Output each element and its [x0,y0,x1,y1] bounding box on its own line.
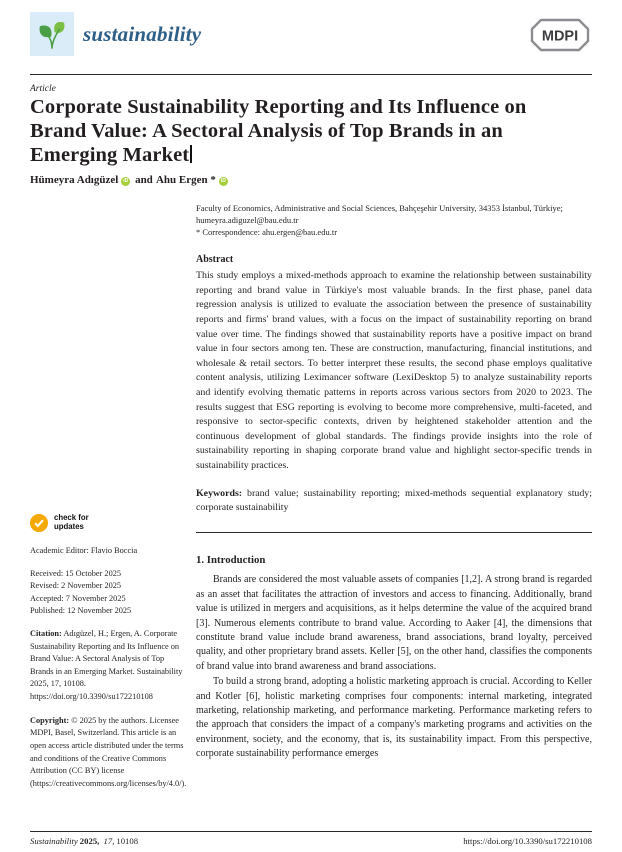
copyright-text: © 2025 by the authors. Licensee MDPI, Basel, Switzerland. This article is an open access article distributed under the terms and conditions of the Creative Commons Attribution (CC BY) license (https://creativecommons.org/licenses/by/4.0/). [30,715,187,788]
footer-journal: Sustainability [30,836,78,846]
header-divider [30,74,592,75]
abstract-heading: Abstract [196,254,234,266]
update-check-icon [30,514,48,532]
academic-editor-value: Flavio Boccia [90,546,138,555]
date-received: Received: 15 October 2025 [30,568,122,578]
abstract-text: This study employs a mixed-methods approach to examine the relationship between sustainability reporting and brand value in Türkiye's most valuable brands. In the first phase, panel data regression analysis is utilized to evaluate the association between the presence of sustainability reports and firms' brand values, with a focus on the impact of sustainability reporting on brand value over time. The findings showed that sustainability reports have a positive impact on brand value in four sectors among ten. These are construction, manufacturing, financial institutions, and wholesale & retail sectors. To better interpret these results, the second phase employs qualitative content analysis, utilizing Leximancer software (LexiDesktop 5) to analyze sustainability reports and identify evolving thematic patterns in reports across various sectors from 2020 to 2023. The results suggest that ESG reporting is evolving to become more comprehensive, multi-faceted, and responsive to sector-specific contexts, driven by heightened stakeholder attention and the continuous development of global standards. The findings provide insights into the role of sustainability reporting in shaping corporate brand value and highlight sector-specific trends in sustainability practices. [196,270,592,472]
author-separator: and [135,174,153,186]
introduction-heading: 1. Introduction [196,554,266,567]
footer-article-number: 10108 [116,836,139,846]
footer-doi[interactable] [463,836,592,846]
journal-logo [30,12,201,56]
mdpi-wordmark: MDPI [541,28,579,45]
affiliation-line: Faculty of Economics, Administrative and Social Sciences, Bahçeşehir University, 34353 İstanbul, Türkiye; humeyra.adiguzel@bau.edu.tr [196,203,563,225]
citation-block [30,628,188,704]
affiliation [196,203,592,239]
check-for-updates-badge[interactable] [30,514,188,532]
date-revised: Revised: 2 November 2025 [30,581,122,591]
update-badge-label [54,514,89,532]
correspondence-marker: * [196,227,201,238]
introduction-paragraph: Brands are considered the most valuable assets of companies [1,2]. A strong brand is regarded as an asset that facilitates the attraction of investors and access to financing. Additionally, brand value is utilized in mergers and acquisitions, as it helps determine the value of the acquired brand [3]. Numerous elements contribute to brand value. According to Aaker [4], the dimensions that constitute brand value include brand awareness, brand associations, brand loyalty, perceived quality, and other proprietary brand assets. Keller [5], on the other hand, classifies the components of brand value into brand awareness and brand associations. [196,574,592,672]
footer-citation [30,836,140,846]
text-caret [190,145,192,163]
masthead [30,12,592,60]
doi-link[interactable]: https://doi.org/10.3390/su172210108 [463,836,592,846]
correspondence-text[interactable]: Correspondence: ahu.ergen@bau.edu.tr [202,227,338,238]
footer-year: 2025, [79,836,100,846]
title-text: Corporate Sustainability Reporting and Its Influence on Brand Value: A Sectoral Analysis of Top Brands in an Emerging Market [30,96,527,166]
correspondence-line [196,227,592,239]
introduction-paragraph: To build a strong brand, adopting a holistic marketing approach is crucial. According to Keller and Kotler [6], holistic marketing comprises four components: internal marketing, integrated marketing, relationship marketing, and performance marketing. Performance marketing refers to the approach that considers the impact of a company's marketing programs and activities on the environment, society, and the economy, that is, its sustainability impact. From this perspective, corporate sustainability performance emerges [196,676,592,760]
citation-text: Adıgüzel, H.; Ergen, A. Corporate Sustainability Reporting and Its Influence on Brand Value: A Sectoral Analysis of Top Brands in an Emerging Market. Sustainability 2025, 17, 10108. https://doi.org/10.3390/su172210108 [30,629,183,702]
history-dates [30,568,188,618]
copyright-label: Copyright: [30,715,70,725]
date-accepted: Accepted: 7 November 2025 [30,593,126,603]
author-name: Ahu Ergen * [155,174,216,186]
sidebar-meta [30,514,188,790]
date-published: Published: 12 November 2025 [30,606,132,616]
keywords [196,487,592,516]
footer-divider [30,831,592,832]
academic-editor-label: Academic Editor: [30,546,89,555]
main-column [196,203,592,761]
article-type-label: Article [30,84,56,94]
mdpi-logo [528,18,592,57]
page-footer [30,836,592,846]
plant-icon [30,12,74,56]
section-divider [196,532,592,533]
orcid-icon[interactable]: iD [123,178,129,184]
citation-label: Citation: [30,629,62,639]
keywords-label: Keywords: [196,487,243,499]
page-title[interactable] [30,96,582,168]
academic-editor [30,545,188,558]
footer-volume: 17, [103,836,115,846]
journal-name: sustainability [83,21,202,46]
copyright-block [30,715,188,791]
author-byline [30,174,229,186]
keywords-text: brand value; sustainability reporting; mixed-methods sequential explanatory study; corporate sustainability [196,487,592,514]
author-name: Hümeyra Adıgüzel [30,174,119,186]
update-badge-line2: updates [54,522,84,531]
orcid-icon[interactable]: iD [220,178,226,184]
update-badge-line1: check for [54,513,89,523]
